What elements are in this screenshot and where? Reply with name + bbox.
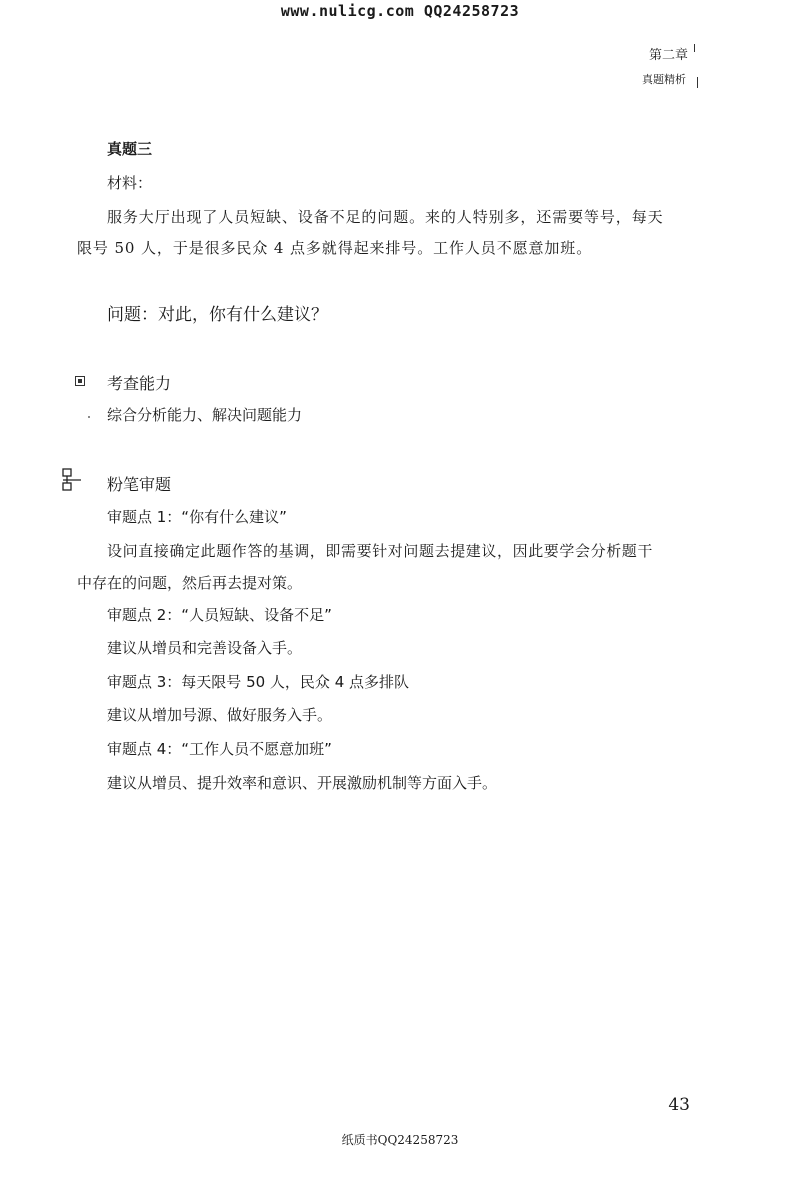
analysis-title: 粉笔审题 (107, 475, 172, 494)
analysis-point-2-label: 审题点 2：“人员短缺、设备不足” (107, 606, 332, 624)
analysis-point-1-desc-line-1: 设问直接确定此题作答的基调，即需要针对问题去提建议，因此要学会分析题干 (107, 542, 654, 560)
fenbi-section-icon (62, 468, 82, 492)
bullet-dot (88, 416, 90, 418)
analysis-point-1-label: 审题点 1：“你有什么建议” (107, 508, 287, 526)
material-label: 材料： (107, 174, 153, 192)
material-text-line-2: 限号 50 人，于是很多民众 4 点多就得起来排号。工作人员不愿意加班。 (77, 239, 593, 257)
analysis-point-4-desc: 建议从增员、提升效率和意识、开展激励机制等方面入手。 (107, 774, 498, 792)
margin-tick (694, 44, 695, 52)
chapter-label: 第二章 (648, 48, 688, 63)
analysis-point-2-desc: 建议从增员和完善设备入手。 (107, 639, 303, 657)
ability-title: 考查能力 (107, 374, 172, 393)
margin-tick (697, 77, 698, 88)
ability-section-icon (75, 376, 85, 386)
material-text-line-1: 服务大厅出现了人员短缺、设备不足的问题。来的人特别多，还需要等号，每天 (107, 208, 664, 226)
question-text: 问题：对此，你有什么建议？ (107, 305, 328, 325)
analysis-point-3-desc: 建议从增加号源、做好服务入手。 (107, 706, 333, 724)
top-watermark: www.nulicg.com QQ24258723 (280, 2, 520, 20)
bottom-watermark: 纸质书QQ24258723 (341, 1133, 459, 1147)
section-label: 真题精析 (642, 73, 686, 86)
page-number: 43 (668, 1095, 690, 1115)
ability-text: 综合分析能力、解决问题能力 (107, 406, 303, 424)
analysis-point-4-label: 审题点 4：“工作人员不愿意加班” (107, 740, 332, 758)
analysis-point-3-label: 审题点 3：每天限号 50 人，民众 4 点多排队 (107, 673, 410, 691)
question-title: 真题三 (107, 140, 153, 158)
analysis-point-1-desc-line-2: 中存在的问题，然后再去提对策。 (77, 574, 303, 592)
